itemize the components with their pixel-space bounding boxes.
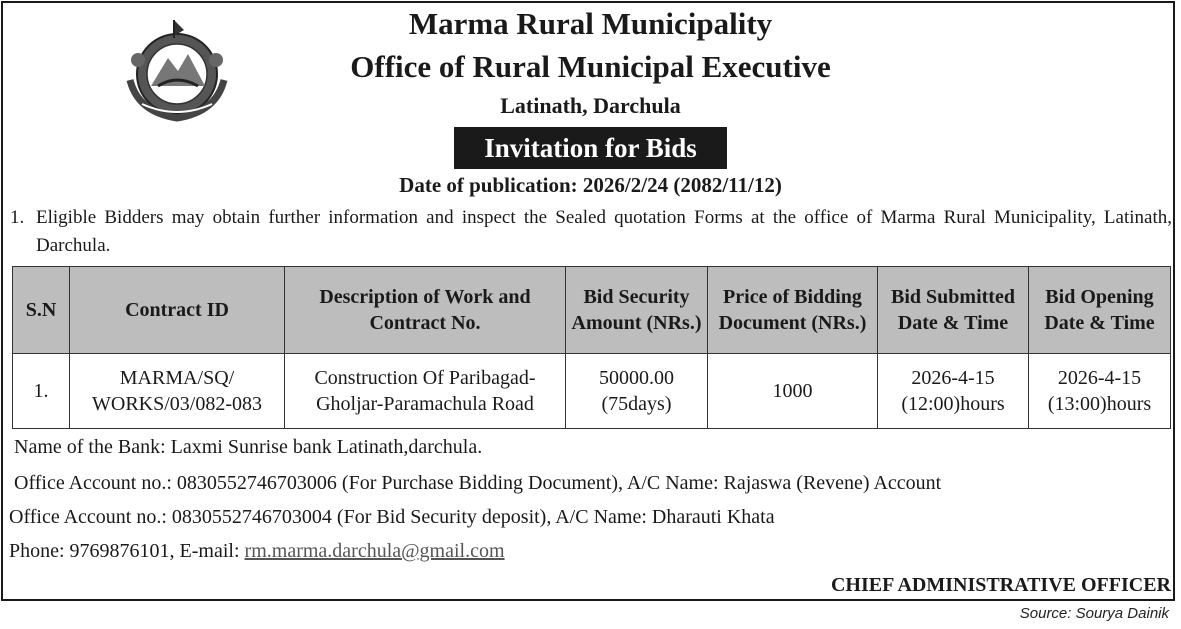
bank-name-line: Name of the Bank: Laxmi Sunrise bank Latinath,darchula. (14, 436, 483, 458)
contact-line (9, 540, 505, 563)
header-sn: S.N (13, 267, 70, 354)
invitation-for-bids-banner: Invitation for Bids (454, 127, 727, 169)
bids-table (12, 266, 1171, 429)
signatory-title: CHIEF ADMINISTRATIVE OFFICER (830, 574, 1171, 596)
cell-bid-opening: 2026-4-15 (13:00)hours (1029, 354, 1171, 429)
source-credit: Source: Sourya Dainik (1019, 605, 1169, 622)
account-line-2: Office Account no.: 0830552746703004 (For Bid Security deposit), A/C Name: Dharauti Khata (9, 506, 775, 528)
header-document-price: Price of Bidding Document (NRs.) (708, 267, 878, 354)
header-contract-id: Contract ID (70, 267, 285, 354)
header-bid-submitted: Bid Submitted Date & Time (878, 267, 1029, 354)
publication-date: Date of publication: 2026/2/24 (2082/11/12) (399, 173, 782, 197)
header-bid-opening: Bid Opening Date & Time (1029, 267, 1171, 354)
municipality-name: Marma Rural Municipality (408, 6, 773, 41)
header-bid-security: Bid Security Amount (NRs.) (566, 267, 708, 354)
cell-bid-security: 50000.00 (75days) (566, 354, 708, 429)
clause-1-number: 1. (10, 207, 25, 228)
office-location: Latinath, Darchula (500, 93, 681, 118)
clause-1 (10, 204, 1172, 260)
header-description: Description of Work and Contract No. (285, 267, 566, 354)
phone-text: Phone: 9769876101, E-mail: (9, 540, 245, 562)
account-line-1: Office Account no.: 0830552746703006 (For Purchase Bidding Document), A/C Name: Rajaswa (Revene) Account (14, 472, 942, 494)
cell-contract-id: MARMA/SQ/ WORKS/03/082-083 (70, 354, 285, 429)
cell-sn: 1. (13, 354, 70, 429)
office-name: Office of Rural Municipal Executive (350, 49, 831, 84)
cell-description: Construction Of Paribagad- Gholjar-Paramachula Road (285, 354, 566, 429)
table-header-row (13, 267, 1171, 354)
clause-1-text: Eligible Bidders may obtain further information and inspect the Sealed quotation Forms at the office of Marma Rural Municipality, Latinath, Darchula. (36, 207, 1172, 256)
cell-bid-submitted: 2026-4-15 (12:00)hours (878, 354, 1029, 429)
table-row (13, 354, 1171, 429)
email-link[interactable]: rm.marma.darchula@gmail.com (244, 540, 505, 562)
cell-document-price: 1000 (708, 354, 878, 429)
